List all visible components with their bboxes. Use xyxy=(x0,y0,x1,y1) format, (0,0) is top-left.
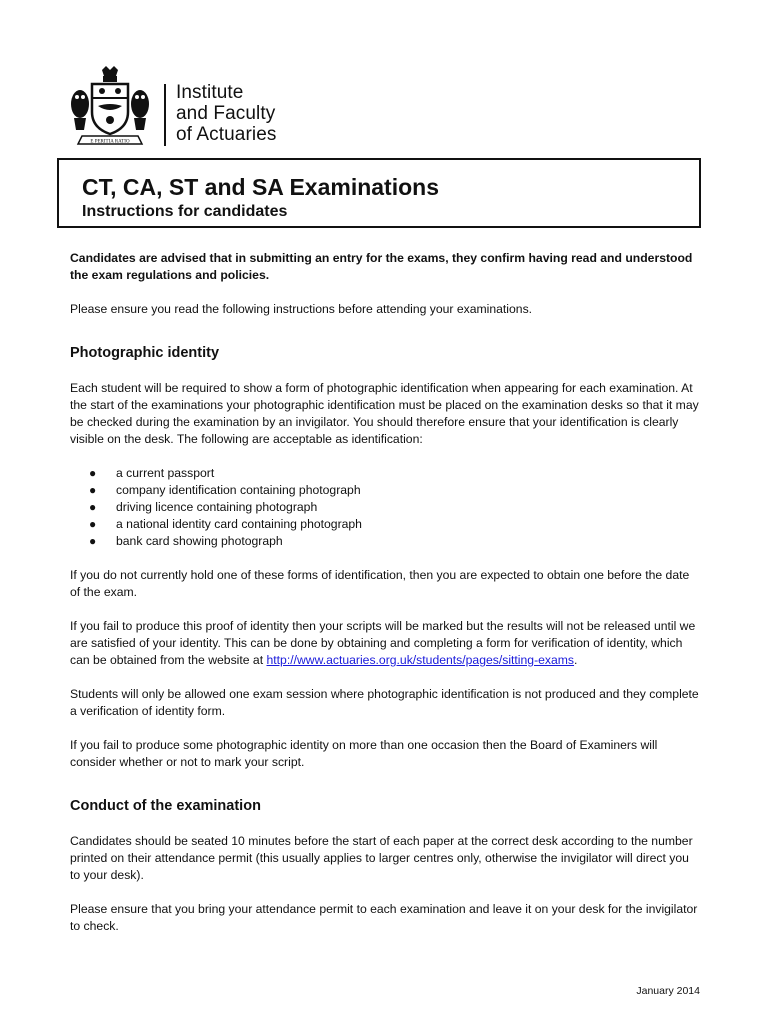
paragraph-text: . xyxy=(574,653,578,667)
bullet-icon: ● xyxy=(89,500,97,514)
paragraph-text: If you fail to produce this proof of identity then your scripts will be marked but the results will not be released until we are satisfied of your identity. This can be done by obtaining and completing a form for verification of identity, which can be obtained from the website at xyxy=(70,619,696,667)
institute-crest-logo xyxy=(68,64,152,150)
bullet-icon: ● xyxy=(89,534,97,548)
list-item-text: a national identity card containing photograph xyxy=(116,517,362,531)
institute-name-line-1: Institute xyxy=(176,82,244,103)
institute-name xyxy=(176,82,276,145)
list-item xyxy=(70,482,702,499)
list-item-text: bank card showing photograph xyxy=(116,534,283,548)
conduct-paragraph-1: Candidates should be seated 10 minutes before the start of each paper at the correct desk according to the number printed on their attendance permit (this usually applies to larger centres only, otherwise the invigilator will direct you to your desk). xyxy=(70,834,693,882)
document-body xyxy=(70,250,702,952)
section-heading-conduct: Conduct of the examination xyxy=(70,798,261,814)
footer-date: January 2014 xyxy=(636,985,700,997)
photo-id-paragraph-4: Students will only be allowed one exam session where photographic identification is not produced and they complete a verification of identity form. xyxy=(70,687,699,718)
list-item xyxy=(70,465,702,482)
intro-paragraph: Please ensure you read the following instructions before attending your examinations. xyxy=(70,302,533,316)
list-item-text: company identification containing photograph xyxy=(116,483,361,497)
institute-name-line-2: and Faculty xyxy=(176,103,276,124)
document-subtitle: Instructions for candidates xyxy=(82,203,288,220)
list-item xyxy=(70,533,702,550)
intro-bold-paragraph: Candidates are advised that in submitting an entry for the exams, they confirm having read and understood the exam regulations and policies. xyxy=(70,251,693,282)
photo-id-paragraph-2: If you do not currently hold one of these forms of identification, then you are expected to obtain one before the date of the exam. xyxy=(70,568,690,599)
list-item-text: a current passport xyxy=(116,466,215,480)
logo-motto: E PERITIA RATIO xyxy=(90,139,130,145)
section-heading-photographic-identity: Photographic identity xyxy=(70,345,220,361)
institute-name-line-3: of Actuaries xyxy=(176,124,277,145)
photo-id-paragraph-1: Each student will be required to show a form of photographic identification when appearing for each examination. At the start of the examinations your photographic identification must be placed on the examination desks so that it may be checked during the examination by an invigilator. You should therefore ensure that your identification is clearly visible on the desk. The following are acceptable as identification: xyxy=(70,381,699,446)
photo-id-paragraph-5: If you fail to produce some photographic identity on more than one occasion then the Board of Examiners will consider whether or not to mark your script. xyxy=(70,738,658,769)
list-item xyxy=(70,499,702,516)
document-title: CT, CA, ST and SA Examinations xyxy=(82,174,439,200)
title-box xyxy=(57,158,701,228)
bullet-icon: ● xyxy=(89,517,97,531)
photo-id-paragraph-3 xyxy=(70,618,702,669)
list-item-text: driving licence containing photograph xyxy=(116,500,318,514)
logo-divider xyxy=(164,84,166,146)
conduct-paragraph-2: Please ensure that you bring your attendance permit to each examination and leave it on your desk for the invigilator to check. xyxy=(70,902,698,933)
bullet-icon: ● xyxy=(89,483,97,497)
bullet-icon: ● xyxy=(89,466,97,480)
sitting-exams-link[interactable]: http://www.actuaries.org.uk/students/pages/sitting-exams xyxy=(266,653,575,667)
acceptable-id-list xyxy=(70,465,702,550)
list-item xyxy=(70,516,702,533)
